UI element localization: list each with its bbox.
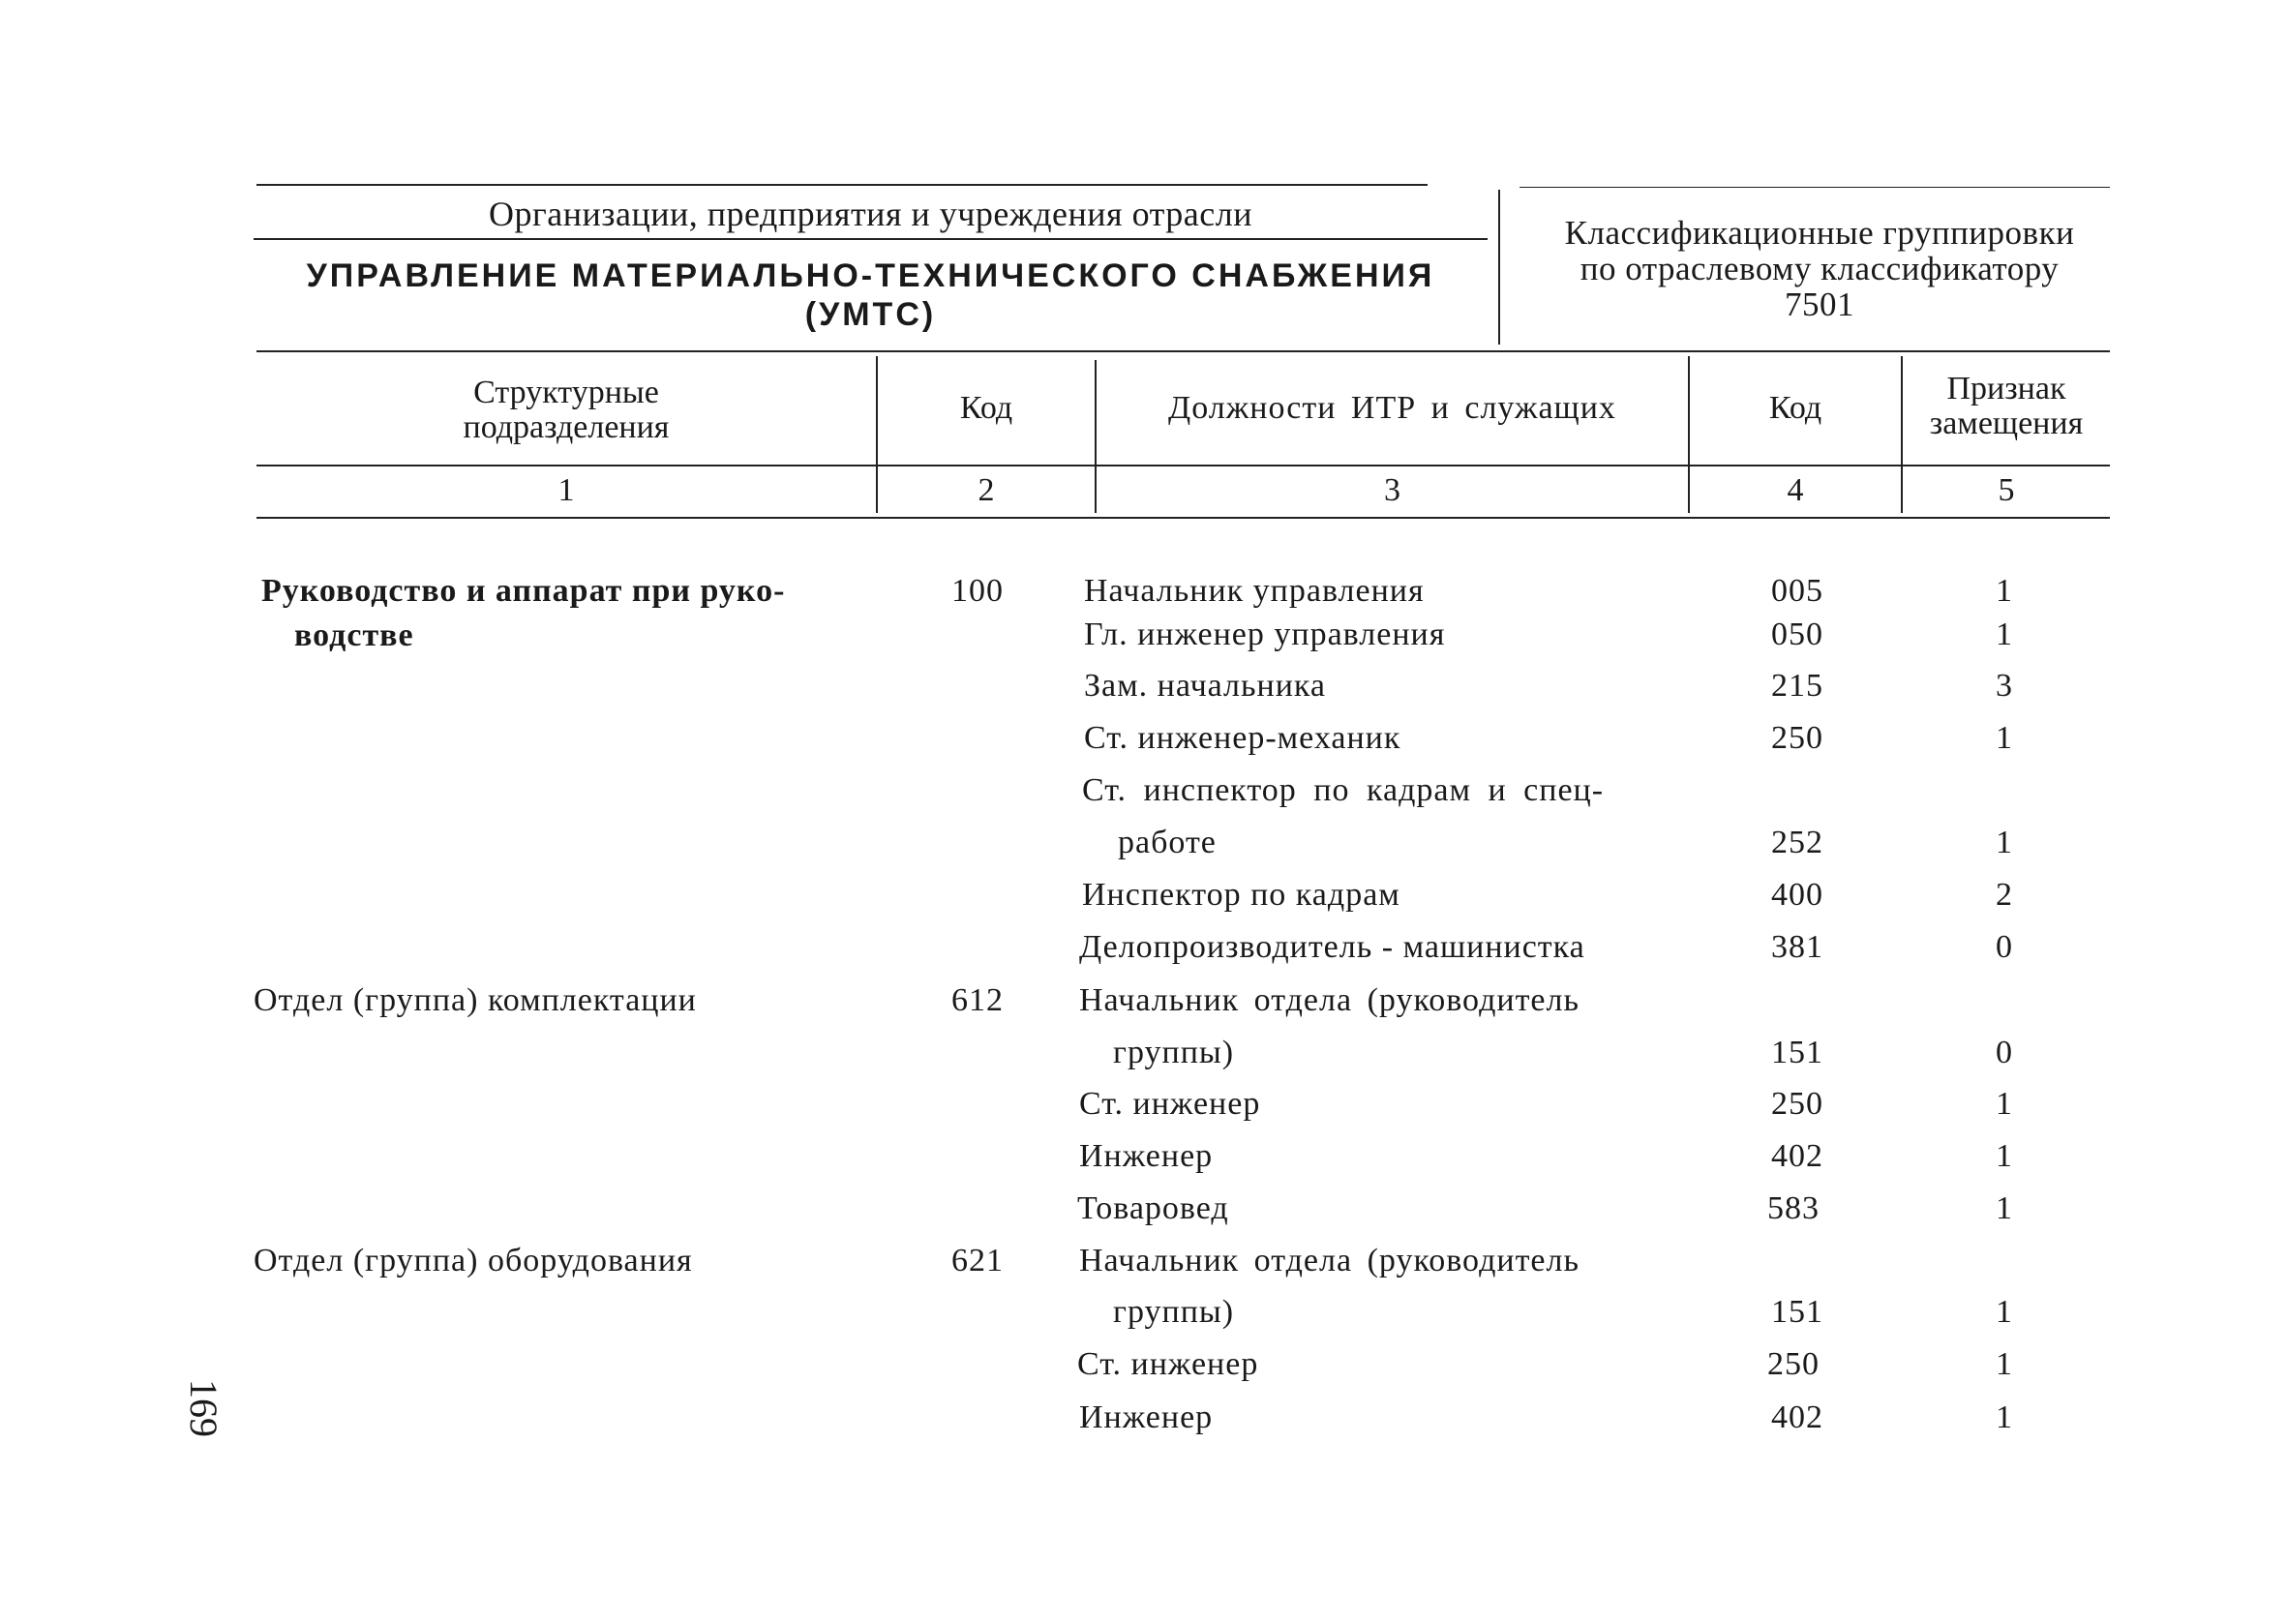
position-title: Инженер [1079, 1399, 1214, 1435]
position-code: 250 [1767, 1346, 1820, 1382]
position-title: Ст. инспектор по кадрам и спец- [1082, 772, 1605, 808]
position-sign: 1 [1996, 825, 2013, 860]
position-title: Ст. инженер-механик [1084, 720, 1401, 756]
table-header-rule [256, 465, 2110, 466]
col-number-3: 3 [1384, 472, 1400, 508]
col-header-code-1: Код [959, 390, 1013, 426]
department-name: Отдел (группа) оборудования [254, 1243, 693, 1278]
position-code: 381 [1771, 929, 1823, 965]
col-header-replacement-line1: Признак [1946, 371, 2066, 406]
position-title-cont: группы) [1113, 1035, 1235, 1070]
position-code: 250 [1771, 1086, 1823, 1122]
position-code: 151 [1771, 1294, 1823, 1330]
position-code: 402 [1771, 1399, 1823, 1435]
position-title: Делопроизводитель - машинистка [1079, 929, 1585, 965]
position-sign: 2 [1996, 877, 2013, 913]
col-number-5: 5 [1998, 472, 2015, 508]
col-header-positions: Должности ИТР и служащих [1168, 390, 1616, 426]
department-code: 621 [951, 1243, 1004, 1278]
col-number-2: 2 [978, 472, 995, 508]
position-title: Инженер [1079, 1138, 1214, 1174]
position-code: 215 [1771, 668, 1823, 704]
col-number-1: 1 [557, 472, 575, 508]
position-code: 005 [1771, 573, 1823, 609]
col-header-structural-units [256, 376, 876, 445]
header-sub-rule [254, 238, 1488, 240]
position-sign: 1 [1996, 1346, 2013, 1382]
position-code: 400 [1771, 877, 1823, 913]
table-numbers-rule [256, 517, 2110, 519]
position-title: Начальник отдела (руководитель [1079, 1243, 1580, 1278]
position-title: Ст. инженер [1077, 1346, 1259, 1382]
header-left-title: Организации, предприятия и учреждения отрасли [489, 195, 1252, 233]
position-sign: 0 [1996, 929, 2013, 965]
col-header-code-2: Код [1768, 390, 1822, 426]
department-name-cont: водстве [294, 617, 414, 653]
header-top-rule-right [1520, 187, 2110, 188]
position-sign: 1 [1996, 1294, 2013, 1330]
org-name-line2: (УМТС) [804, 296, 937, 333]
table-top-rule [256, 350, 2110, 352]
position-sign: 1 [1996, 573, 2013, 609]
position-sign: 1 [1996, 1138, 2013, 1174]
col-header-replacement-line2: замещения [1929, 406, 2084, 441]
position-sign: 1 [1996, 617, 2013, 652]
position-code: 252 [1771, 825, 1823, 860]
position-title: Инспектор по кадрам [1082, 877, 1400, 913]
position-title-cont: работе [1118, 825, 1217, 860]
position-code: 583 [1767, 1190, 1820, 1226]
page-number: 169 [182, 1379, 226, 1437]
position-title: Зам. начальника [1084, 668, 1327, 704]
department-name: Руководство и аппарат при руко- [261, 573, 786, 609]
header-right-line2: по отраслевому классификатору [1580, 250, 2060, 287]
header-divider [1498, 190, 1500, 345]
position-code: 402 [1771, 1138, 1823, 1174]
position-sign: 1 [1996, 1399, 2013, 1435]
position-title: Ст. инженер [1079, 1086, 1261, 1122]
position-code: 250 [1771, 720, 1823, 756]
position-title: Начальник отдела (руководитель [1079, 982, 1580, 1018]
header-right-line3: 7501 [1785, 286, 1854, 323]
col-number-4: 4 [1787, 472, 1804, 508]
position-sign: 1 [1996, 720, 2013, 756]
org-name-line1: УПРАВЛЕНИЕ МАТЕРИАЛЬНО-ТЕХНИЧЕСКОГО СНАБЖЕНИЯ [306, 257, 1435, 294]
position-sign: 1 [1996, 1190, 2013, 1226]
col-header-replacement-sign [1903, 372, 2110, 441]
position-title: Гл. инженер управления [1084, 617, 1446, 652]
department-code: 612 [951, 982, 1004, 1018]
position-sign: 1 [1996, 1086, 2013, 1122]
position-title: Начальник управления [1084, 573, 1425, 609]
header-top-rule [256, 184, 1428, 186]
position-sign: 0 [1996, 1035, 2013, 1070]
position-code: 151 [1771, 1035, 1823, 1070]
position-sign: 3 [1996, 668, 2013, 704]
position-code: 050 [1771, 617, 1823, 652]
col-header-structural-units-line1: Структурные [473, 375, 659, 410]
header-right-line1: Классификационные группировки [1564, 214, 2075, 252]
position-title: Товаровед [1077, 1190, 1229, 1226]
department-name: Отдел (группа) комплектации [254, 982, 697, 1018]
col-header-structural-units-line2: подразделения [463, 409, 670, 445]
department-code: 100 [951, 573, 1004, 609]
position-title-cont: группы) [1113, 1294, 1235, 1330]
